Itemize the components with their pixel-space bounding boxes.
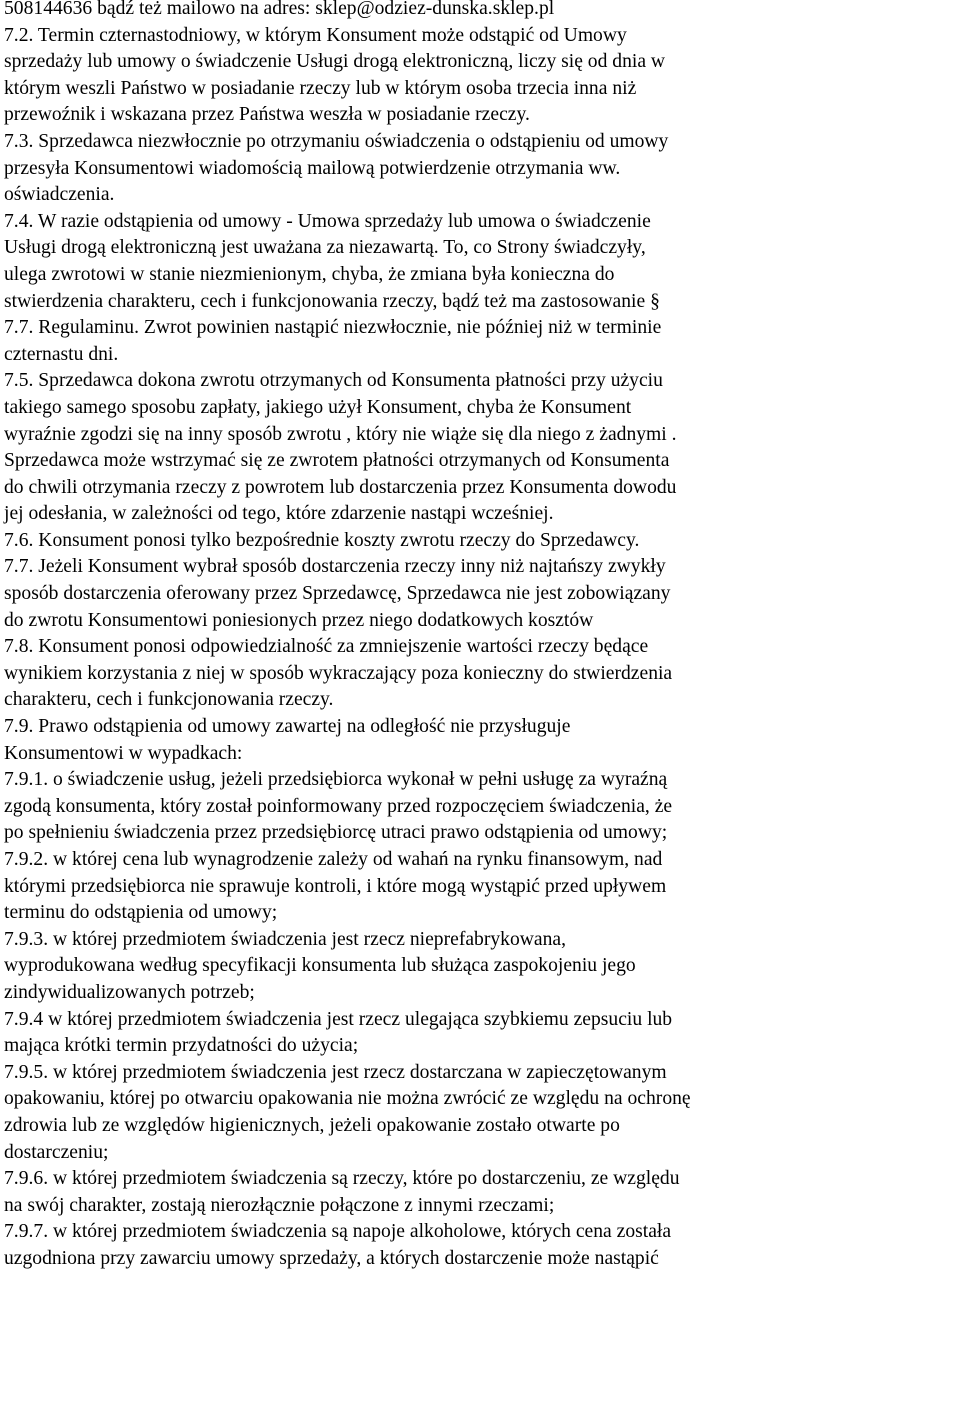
text-line: zindywidualizowanych potrzeb;	[4, 981, 255, 1003]
text-line: 7.2. Termin czternastodniowy, w którym Konsument może odstąpić od Umowy	[4, 24, 627, 46]
text-line: 7.9.5. w której przedmiotem świadczenia jest rzecz dostarczana w zapieczętowanym	[4, 1061, 667, 1083]
text-line: którym weszli Państwo w posiadanie rzeczy lub w którym osoba trzecia inna niż	[4, 77, 637, 99]
text-line: 508144636 bądź też mailowo na adres: sklep@odziez-dunska.sklep.pl	[4, 0, 555, 19]
text-line: którymi przedsiębiorca nie sprawuje kontroli, i które mogą wystąpić przed upływem	[4, 875, 667, 897]
text-line: Konsumentowi w wypadkach:	[4, 742, 243, 764]
text-line: 7.9.2. w której cena lub wynagrodzenie zależy od wahań na rynku finansowym, nad	[4, 849, 663, 870]
text-line: zgodą konsumenta, który został poinformowany przed rozpoczęciem świadczenia, że	[4, 795, 673, 817]
text-line: do zwrotu Konsumentowi poniesionych przez niego dodatkowych kosztów	[4, 609, 594, 631]
text-line: 7.3. Sprzedawca niezwłocznie po otrzymaniu oświadczenia o odstąpieniu od umowy	[4, 130, 669, 152]
text-line: mająca krótki termin przydatności do użycia;	[4, 1035, 359, 1057]
text-line: uzgodniona przy zawarciu umowy sprzedaży, a których dostarczenie może nastąpić	[4, 1247, 659, 1269]
text-line: takiego samego sposobu zapłaty, jakiego użył Konsument, chyba że Konsument	[4, 396, 632, 418]
text-line: wyraźnie zgodzi się na inny sposób zwrotu , który nie wiąże się dla niego z żadnymi .	[4, 423, 677, 445]
text-line: 7.7. Regulaminu. Zwrot powinien nastąpić niezwłocznie, nie później niż w terminie	[4, 317, 662, 339]
text-line: 7.9.6. w której przedmiotem świadczenia są rzeczy, które po dostarczeniu, ze względu	[4, 1168, 680, 1190]
text-line: czternastu dni.	[4, 343, 119, 365]
text-line: ulega zwrotowi w stanie niezmienionym, chyba, że zmiana była konieczna do	[4, 263, 615, 285]
text-line: sprzedaży lub umowy o świadczenie Usługi drogą elektroniczną, liczy się od dnia w	[4, 51, 666, 73]
text-line: oświadczenia.	[4, 184, 115, 206]
text-line: Sprzedawca może wstrzymać się ze zwrotem płatności otrzymanych od Konsumenta	[4, 450, 670, 472]
text-line: przesyła Konsumentowi wiadomością mailową potwierdzenie otrzymania ww.	[4, 157, 621, 179]
text-line: dostarczeniu;	[4, 1141, 109, 1163]
text-line: na swój charakter, zostają nierozłącznie połączone z innymi rzeczami;	[4, 1194, 555, 1216]
text-line: do chwili otrzymania rzeczy z powrotem lub dostarczenia przez Konsumenta dowodu	[4, 476, 677, 498]
text-line: 7.4. W razie odstąpienia od umowy - Umowa sprzedaży lub umowa o świadczenie	[4, 210, 651, 232]
text-line: 7.9.1. o świadczenie usług, jeżeli przedsiębiorca wykonał w pełni usługę za wyraźną	[4, 769, 668, 791]
text-line: 7.5. Sprzedawca dokona zwrotu otrzymanych od Konsumenta płatności przy użyciu	[4, 370, 663, 392]
text-line: 7.9.4 w której przedmiotem świadczenia jest rzecz ulegająca szybkiemu zepsuciu lub	[4, 1008, 673, 1030]
text-line: jej odesłania, w zależności od tego, które zdarzenie nastąpi wcześniej.	[4, 503, 554, 525]
text-line: terminu do odstąpienia od umowy;	[4, 902, 278, 924]
text-line: Usługi drogą elektroniczną jest uważana za niezawartą. To, co Strony świadczyły,	[4, 237, 646, 259]
text-line: 7.8. Konsument ponosi odpowiedzialność za zmniejszenie wartości rzeczy będące	[4, 636, 649, 658]
text-line: wynikiem korzystania z niej w sposób wykraczający poza konieczny do stwierdzenia	[4, 662, 673, 684]
text-line: opakowaniu, której po otwarciu opakowania nie można zwrócić ze względu na ochronę	[4, 1088, 691, 1110]
text-line: charakteru, cech i funkcjonowania rzeczy.	[4, 689, 334, 711]
text-line: przewoźnik i wskazana przez Państwa weszła w posiadanie rzeczy.	[4, 104, 530, 126]
text-line: stwierdzenia charakteru, cech i funkcjonowania rzeczy, bądź też ma zastosowanie §	[4, 290, 660, 312]
text-line: 7.9.7. w której przedmiotem świadczenia są napoje alkoholowe, których cena została	[4, 1221, 672, 1243]
text-line: 7.7. Jeżeli Konsument wybrał sposób dostarczenia rzeczy inny niż najtańszy zwykły	[4, 556, 666, 578]
text-line: sposób dostarczenia oferowany przez Sprzedawcę, Sprzedawca nie jest zobowiązany	[4, 583, 671, 605]
text-line: 7.9.3. w której przedmiotem świadczenia jest rzecz nieprefabrykowana,	[4, 928, 566, 950]
text-line: po spełnieniu świadczenia przez przedsiębiorcę utraci prawo odstąpienia od umowy;	[4, 822, 668, 844]
text-line: zdrowia lub ze względów higienicznych, jeżeli opakowanie zostało otwarte po	[4, 1114, 620, 1136]
text-line: 7.9. Prawo odstąpienia od umowy zawartej na odległość nie przysługuje	[4, 716, 571, 738]
text-line: 7.6. Konsument ponosi tylko bezpośrednie koszty zwrotu rzeczy do Sprzedawcy.	[4, 529, 640, 551]
text-line: wyprodukowana według specyfikacji konsumenta lub służąca zaspokojeniu jego	[4, 955, 636, 977]
